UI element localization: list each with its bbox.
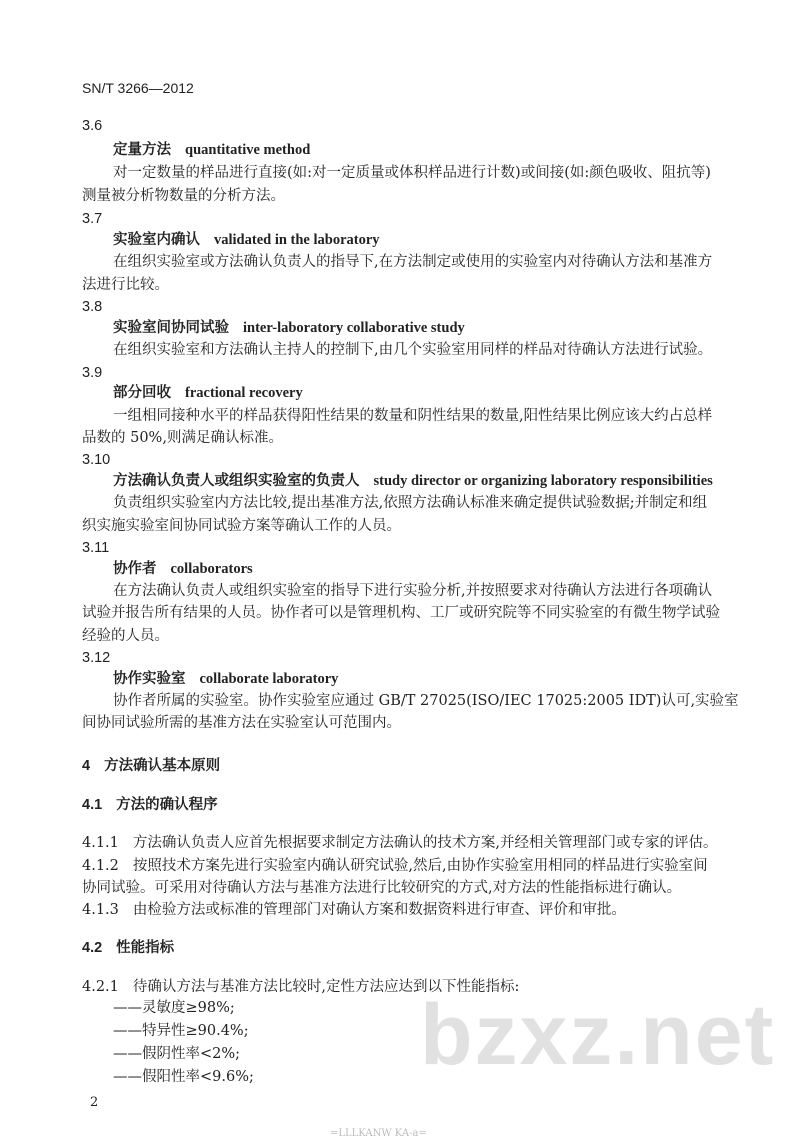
clause-text-continuation: 协同试验。可采用对待确认方法与基准方法进行比较研究的方式,对方法的性能指标进行确认。 — [82, 880, 682, 896]
term-cn: 定量方法 — [113, 141, 171, 158]
term-heading — [113, 231, 380, 249]
clause-4-1-3 — [82, 901, 626, 919]
term-en: collaborators — [170, 561, 253, 577]
term-heading — [113, 472, 713, 490]
clause-4-1-2 — [82, 857, 708, 875]
term-cn: 协作者 — [113, 560, 157, 577]
definition-line: 试验并报告所有结果的人员。协作者可以是管理机构、工厂或研究院等不同实验室的有微生物学试验 — [82, 605, 720, 621]
term-en: fractional recovery — [185, 385, 303, 401]
clause-text: 按照技术方案先进行实验室内确认研究试验,然后,由协作实验室用相同的样品进行实验室间 — [132, 858, 708, 874]
term-cn: 部分回收 — [113, 384, 171, 401]
term-heading — [113, 384, 303, 402]
section-title: 方法的确认程序 — [116, 797, 218, 813]
term-heading — [113, 670, 338, 688]
term-en: validated in the laboratory — [214, 232, 380, 248]
term-cn: 协作实验室 — [113, 670, 186, 687]
section-number: 4.1 — [82, 797, 103, 813]
definition-line: 织实施实验室间协同试验方案等确认工作的人员。 — [82, 518, 401, 534]
clause-number: 4.1.1 — [82, 835, 119, 851]
section-number: 4.2 — [82, 940, 103, 956]
clause-number: 3.6 — [82, 118, 103, 134]
definition-line: 一组相同接种水平的样品获得阳性结果的数量和阴性结果的数量,阳性结果比例应该大约占总样 — [113, 408, 713, 424]
clause-number: 3.11 — [82, 540, 110, 556]
definition-line: 经验的人员。 — [82, 628, 169, 644]
subsection-heading — [82, 796, 218, 814]
list-item: ——特异性≥90.4%; — [113, 1023, 249, 1039]
subsection-heading — [82, 939, 174, 957]
definition-line: 协作者所属的实验室。协作实验室应通过 GB/T 27025(ISO/IEC 17025:2005 IDT)认可,实验室 — [113, 693, 739, 709]
term-cn: 实验室间协同试验 — [113, 319, 229, 336]
clause-number: 4.1.3 — [82, 902, 119, 918]
page-number: 2 — [90, 1095, 99, 1110]
definition-line: 负责组织实验室内方法比较,提出基准方法,依照方法确认标准来确定提供试验数据;并制定和组 — [113, 495, 708, 511]
list-item: ——灵敏度≥98%; — [113, 1000, 235, 1016]
clause-number: 3.7 — [82, 211, 103, 227]
term-heading — [113, 560, 253, 578]
term-en: inter-laboratory collaborative study — [243, 320, 465, 336]
clause-number: 3.12 — [82, 650, 111, 666]
term-cn: 方法确认负责人或组织实验室的负责人 — [113, 472, 360, 489]
section-title: 性能指标 — [116, 940, 175, 956]
term-heading — [113, 141, 310, 159]
definition-line: 在方法确认负责人或组织实验室的指导下进行实验分析,并按照要求对待确认方法进行各项确认 — [113, 583, 713, 599]
term-en: collaborate laboratory — [199, 671, 339, 687]
term-cn: 实验室内确认 — [113, 231, 200, 248]
definition-line: 间协同试验所需的基准方法在实验室认可范围内。 — [82, 715, 401, 731]
clause-number: 4.1.2 — [82, 858, 119, 874]
section-number: 4 — [82, 758, 91, 774]
section-title: 方法确认基本原则 — [104, 758, 221, 774]
clause-text: 待确认方法与基准方法比较时,定性方法应达到以下性能指标: — [132, 979, 520, 995]
list-item: ——假阴性率<2%; — [113, 1046, 241, 1062]
clause-number: 3.8 — [82, 299, 103, 315]
watermark: bzxz.net — [420, 987, 776, 1083]
definition-line: 对一定数量的样品进行直接(如:对一定质量或体积样品进行计数)或间接(如:颜色吸收、阻抗等) — [113, 165, 711, 181]
clause-4-1-1 — [82, 834, 718, 852]
term-heading — [113, 319, 465, 337]
term-en: quantitative method — [185, 142, 311, 158]
section-heading — [82, 757, 220, 775]
clause-text: 方法确认负责人应首先根据要求制定方法确认的技术方案,并经相关管理部门或专家的评估。 — [132, 835, 718, 851]
definition-line: 品数的 50%,则满足确认标准。 — [82, 430, 283, 446]
footer-watermark: =LLLKANW KA-a= — [330, 1128, 427, 1139]
clause-number: 4.2.1 — [82, 979, 119, 995]
definition-line: 在组织实验室和方法确认主持人的控制下,由几个实验室用同样的样品对待确认方法进行试验。 — [113, 342, 713, 358]
term-en: study director or organizing laboratory responsibilities — [373, 473, 713, 489]
standard-number-header: SN/T 3266—2012 — [82, 80, 194, 96]
list-item: ——假阳性率<9.6%; — [113, 1069, 254, 1085]
definition-line: 测量被分析物数量的分析方法。 — [82, 188, 285, 204]
clause-text: 由检验方法或标准的管理部门对确认方案和数据资料进行审查、评价和审批。 — [132, 902, 626, 918]
definition-line: 在组织实验室或方法确认负责人的指导下,在方法制定或使用的实验室内对待确认方法和基准方 — [113, 254, 713, 270]
clause-number: 3.10 — [82, 452, 111, 468]
definition-line: 法进行比较。 — [82, 277, 169, 293]
clause-number: 3.9 — [82, 365, 103, 381]
